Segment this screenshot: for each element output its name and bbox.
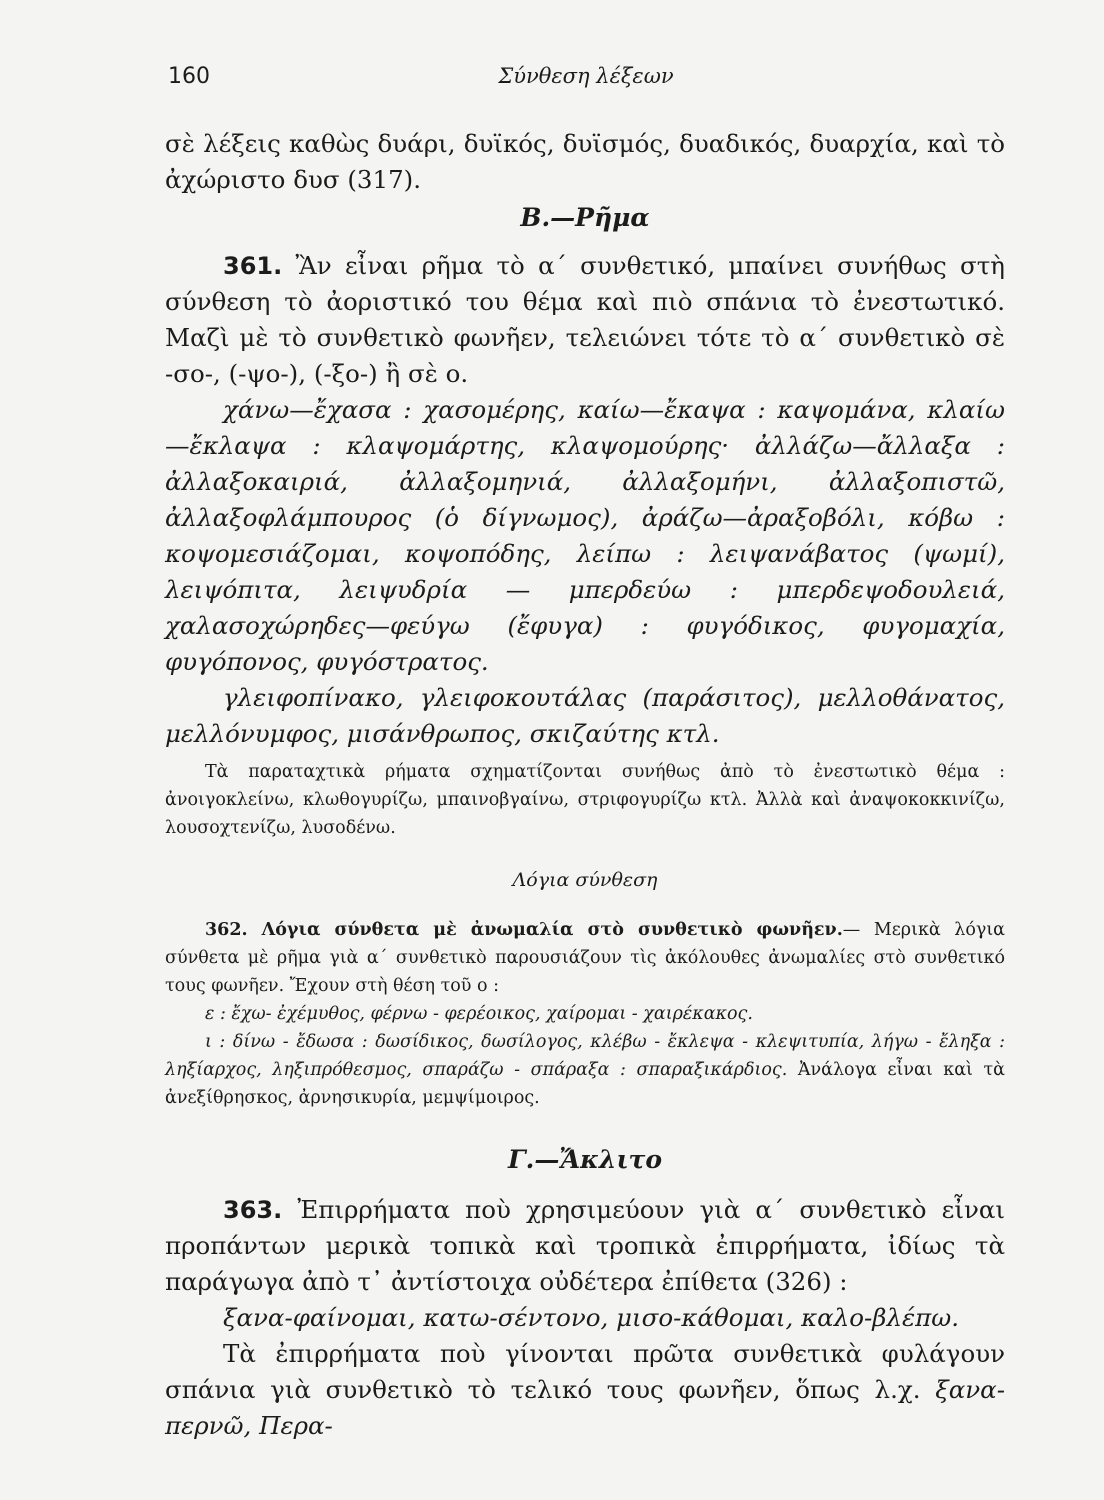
final-paragraph-text: Τὰ ἐπιρρήματα ποὺ γίνονται πρῶτα συνθετικὰ φυλάγουν σπάνια γιὰ συνθετικὸ τὸ τελικό τους φωνῆεν, ὅπως λ.χ. (165, 1339, 1005, 1404)
final-paragraph-example: ξανα-περνῶ, Περα- (165, 1375, 1005, 1440)
running-head: Σύνθεση λέξεων (498, 64, 674, 88)
section-b-title: Β.—Ρῆμα (520, 203, 650, 232)
paragraph-number-361: 361. (223, 252, 283, 280)
paragraph-362 (165, 916, 1005, 1000)
paragraph-362-text: — Μερικὰ λόγια σύνθετα μὲ ρῆμα γιὰ α΄ συνθετικὸ παρουσιάζουν τὶς ἀκόλουθες ἀνωμαλίες στὸ συνθετικό τους φωνῆεν. Ἔχουν στὴ θέση τοῦ ο : (165, 920, 1005, 996)
paragraph-number-363: 363. (223, 1196, 283, 1224)
list-i-text: ι : δίνω - ἔδωσα : δωσίδικος, δωσίλογος, κλέβω - ἔκλεψα - κλεψιτυπία, λήγω - ἔληξα : ληξίαρχος, ληξιπρόθεσμος, σπαράζω - σπάραξα : σπαραξικάρδιος. (165, 1032, 1005, 1080)
list-i-examples (165, 1028, 1005, 1112)
intro-paragraph: σὲ λέξεις καθὼς δυάρι, δυϊκός, δυϊσμός, δυαδικός, δυαρχία, καὶ τὸ ἀχώριστο δυσ (317). (165, 129, 1005, 194)
paragraph-361 (165, 248, 1005, 392)
page-header (168, 64, 1004, 96)
page-body (165, 126, 1005, 1444)
examples-adverbs: ξανα-φαίνομαι, κατω-σέντονο, μισο-κάθομαι, καλο-βλέπω. (223, 1303, 959, 1332)
paragraph-number-362: 362. (205, 920, 248, 940)
paragraph-361-text: Ἂν εἶναι ρῆμα τὸ α΄ συνθετικό, μπαίνει συνήθως στὴ σύνθεση τὸ ἀοριστικό του θέμα καὶ πιὸ σπάνια τὸ ἐνεστωτικό. Μαζὶ μὲ τὸ συνθετικὸ φωνῆεν, τελειώνει τότε τὸ α΄ συνθετικὸ σὲ -σο-, (-ψο-), (-ξο-) ἢ σὲ ο. (165, 251, 1005, 388)
list-i-tail: Ἀνάλογα εἶναι καὶ τὰ ἀνεξίθρησκος, ἀρνησικυρία, μεμψίμοιρος. (165, 1060, 1005, 1108)
note-paratactic-verbs: Τὰ παραταχτικὰ ρήματα σχηματίζονται συνήθως ἀπὸ τὸ ἐνεστωτικὸ θέμα : ἀνοιγοκλείνω, κλωθογυρίζω, μπαινοβγαίνω, στριφογυρίζω κτλ. Ἀλλὰ καὶ ἀναψοκοκκινίζω, λουσοχτενίζω, λυσοδένω. (165, 762, 1005, 838)
paragraph-363 (165, 1192, 1005, 1300)
list-e-examples: ε : ἔχω- ἐχέμυθος, φέρνω - φερέοικος, χαίρομαι - χαιρέκακος. (205, 1004, 753, 1024)
page-number: 160 (168, 64, 210, 89)
paragraph-363-text: Ἐπιρρήματα ποὺ χρησιμεύουν γιὰ α΄ συνθετικὸ εἶναι προπάντων μερικὰ τοπικὰ καὶ τροπικὰ ἐπιρρήματα, ἰδίως τὰ παράγωγα ἀπὸ τ᾽ ἀντίστοιχα οὐδέτερα ἐπίθετα (326) : (165, 1195, 1005, 1296)
final-paragraph (165, 1336, 1005, 1444)
examples-compounds: γλειφοπίνακο, γλειφοκουτάλας (παράσιτος), μελλοθάνατος, μελλόνυμφος, μισάνθρωπος, σκιζαύτης κτλ. (165, 683, 1005, 748)
examples-aorist-stems: χάνω—ἔχασα : χασομέρης, καίω—ἔκαψα : καψομάνα, κλαίω—ἔκλαψα : κλαψομάρτης, κλαψομούρης· ἀλλάζω—ἄλλαξα : ἀλλαξοκαιριά, ἀλλαξομηνιά, ἀλλαξομήνι, ἀλλαξοπιστῶ, ἀλλαξοφλάμπουρος (ὁ δίγνωμος), ἀράζω—ἀραξοβόλι, κόβω : κοψομεσιάζομαι, κοψοπόδης, λείπω : λειψανάβατος (ψωμί), λειψόπιτα, λειψυδρία — μπερδεύω : μπερδεψοδουλειά, χαλασοχώρηδες—φεύγω (ἔφυγα) : φυγόδικος, φυγομαχία, φυγόπονος, φυγόστρατος. (165, 395, 1005, 676)
subsection-title: Λόγια σύνθεση (512, 869, 658, 891)
paragraph-362-heading: Λόγια σύνθετα μὲ ἀνωμαλία στὸ συνθετικὸ φωνῆεν. (247, 920, 843, 940)
section-c-title: Γ.—Ἄκλιτο (507, 1145, 663, 1174)
